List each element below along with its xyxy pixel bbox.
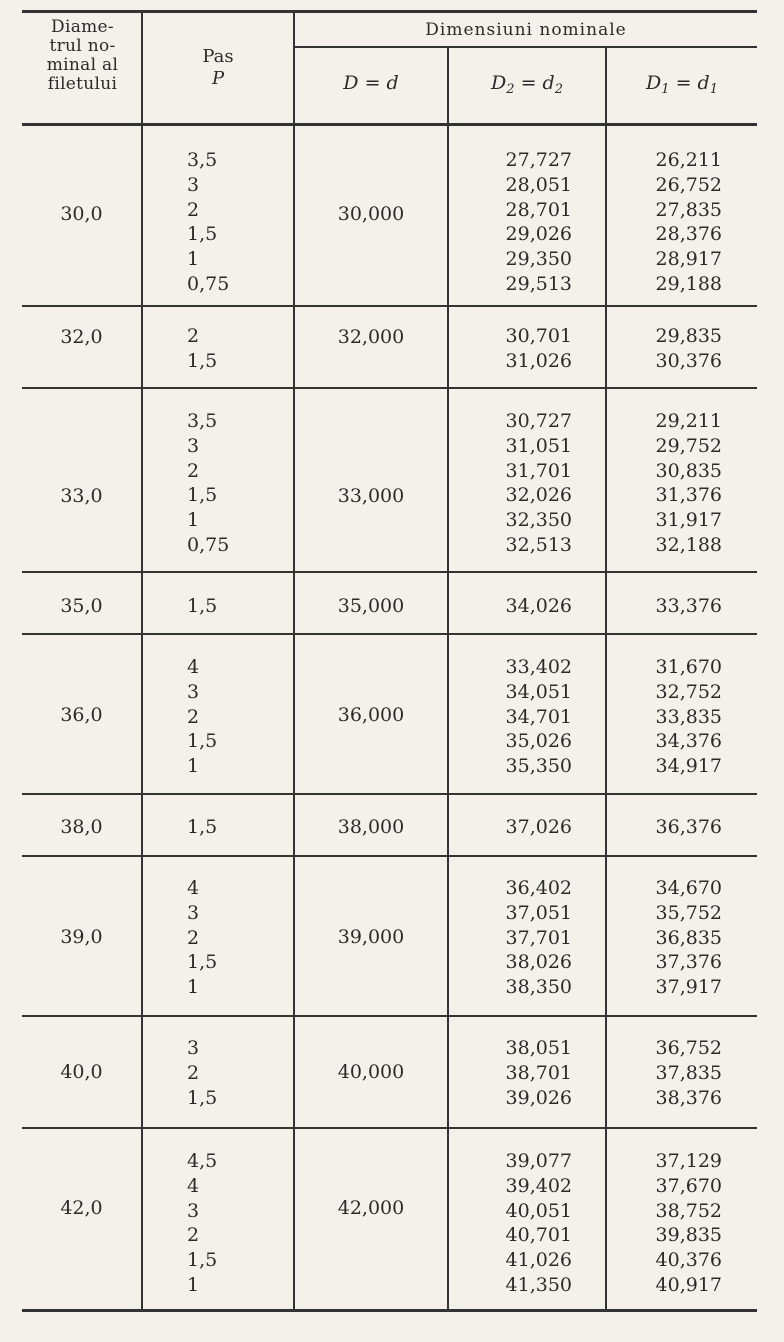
cell-nominal-diameter: 40,0	[60, 1061, 103, 1083]
cell-d2-list: 30,701 31,026	[505, 325, 572, 372]
col-divider-4	[605, 46, 607, 1312]
cell-d1-list: 37,129 37,670 38,752 39,835 40,376 40,917	[655, 1150, 722, 1296]
row-divider	[22, 1127, 757, 1129]
cell-d2-list: 34,026	[505, 595, 572, 617]
cell-pitch-list: 1,5	[187, 595, 218, 617]
cell-d: 33,000	[337, 485, 405, 507]
cell-d2-list: 39,077 39,402 40,051 40,701 41,026 41,350	[505, 1150, 572, 1296]
cell-pitch-list: 3 2 1,5	[187, 1037, 218, 1109]
table-top-border	[22, 10, 757, 13]
row-divider	[22, 633, 757, 635]
cell-d1-list: 29,835 30,376	[655, 325, 722, 372]
cell-d: 35,000	[337, 595, 405, 617]
header-pitch-symbol: P	[211, 68, 225, 89]
cell-pitch-list: 4 3 2 1,5 1	[187, 877, 218, 999]
cell-d1-list: 36,752 37,835 38,376	[655, 1037, 722, 1109]
col-divider-3	[447, 46, 449, 1312]
row-divider	[22, 855, 757, 857]
header-pitch-label: Pas	[202, 46, 234, 67]
cell-d2-list: 38,051 38,701 39,026	[505, 1037, 572, 1109]
cell-d: 40,000	[337, 1061, 405, 1083]
cell-d1-list: 36,376	[655, 816, 722, 838]
cell-nominal-diameter: 36,0	[60, 704, 103, 726]
cell-d: 36,000	[337, 704, 405, 726]
cell-d2-list: 33,402 34,051 34,701 35,026 35,350	[505, 656, 572, 778]
cell-d: 39,000	[337, 926, 405, 948]
header-bottom-border	[22, 123, 757, 126]
cell-nominal-diameter: 35,0	[60, 595, 103, 617]
cell-d1-list: 29,211 29,752 30,835 31,376 31,917 32,188	[655, 410, 722, 556]
col-divider-1	[141, 10, 143, 1312]
header-col-d1: $D_1 = d_1$	[646, 72, 718, 97]
cell-nominal-diameter: 33,0	[60, 485, 103, 507]
row-divider	[22, 387, 757, 389]
cell-d2-list: 27,727 28,051 28,701 29,026 29,350 29,513	[505, 149, 572, 295]
cell-nominal-diameter: 39,0	[60, 926, 103, 948]
row-divider	[22, 793, 757, 795]
cell-d: 30,000	[337, 203, 405, 225]
cell-nominal-diameter: 38,0	[60, 816, 103, 838]
cell-d1-list: 33,376	[655, 595, 722, 617]
cell-pitch-list: 2 1,5	[187, 325, 218, 372]
header-nominal-dimensions: Dimensiuni nominale	[425, 20, 627, 40]
cell-pitch-list: 3,5 3 2 1,5 1 0,75	[187, 149, 230, 295]
cell-d1-list: 31,670 32,752 33,835 34,376 34,917	[655, 656, 722, 778]
cell-pitch-list: 4 3 2 1,5 1	[187, 656, 218, 778]
cell-d2-list: 37,026	[505, 816, 572, 838]
group-header-divider	[294, 46, 757, 48]
cell-nominal-diameter: 42,0	[60, 1197, 103, 1219]
cell-pitch-list: 1,5	[187, 816, 218, 838]
cell-d2-list: 36,402 37,051 37,701 38,026 38,350	[505, 877, 572, 999]
cell-d: 42,000	[337, 1197, 405, 1219]
thread-dimensions-table	[22, 10, 757, 1312]
header-col-d2: $D_2 = d_2$	[491, 72, 563, 97]
cell-nominal-diameter: 32,0	[60, 326, 103, 348]
cell-d2-list: 30,727 31,051 31,701 32,026 32,350 32,513	[505, 410, 572, 556]
header-col-d: D = d	[343, 72, 399, 94]
cell-d1-list: 26,211 26,752 27,835 28,376 28,917 29,188	[655, 149, 722, 295]
row-divider	[22, 1015, 757, 1017]
cell-pitch-list: 3,5 3 2 1,5 1 0,75	[187, 410, 230, 556]
row-divider	[22, 571, 757, 573]
cell-pitch-list: 4,5 4 3 2 1,5 1	[187, 1150, 218, 1296]
header-pitch	[143, 46, 293, 90]
cell-d1-list: 34,670 35,752 36,835 37,376 37,917	[655, 877, 722, 999]
row-divider	[22, 305, 757, 307]
header-nominal-diameter: Diame- trul no- minal al filetului	[46, 17, 119, 94]
cell-nominal-diameter: 30,0	[60, 203, 103, 225]
table-bottom-border	[22, 1309, 757, 1312]
cell-d: 38,000	[337, 816, 405, 838]
cell-d: 32,000	[337, 326, 405, 348]
